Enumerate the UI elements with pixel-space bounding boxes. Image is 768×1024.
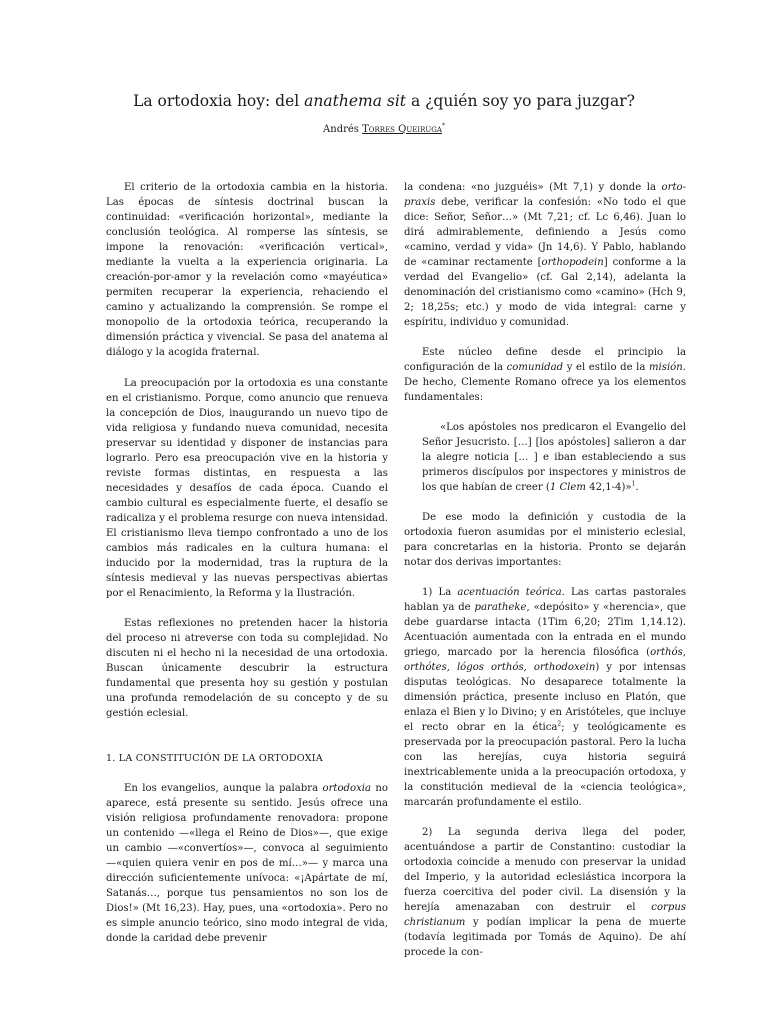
text: «Los apóstoles nos predicaron el Evangelio del Señor Jesucristo. […] [los apóstoles] salieron a dar la alegre noticia [… ] e iban estableciendo a sus primeros discípulos por inspectores y ministros de los que habían de creer ( bbox=[422, 422, 686, 493]
text: En los evangelios, aunque la palabra bbox=[124, 783, 323, 794]
abstract bbox=[106, 180, 388, 360]
text: y podían implicar la pena de muerte (todavía legitimada por Tomás de Aquino). De ahí procede la con- bbox=[404, 917, 686, 958]
text: . bbox=[635, 482, 639, 493]
italic-text: corpus christianum bbox=[404, 902, 686, 928]
text: . De hecho, Clemente Romano ofrece ya los elementos fundamentales: bbox=[404, 362, 686, 403]
italic-text: comunidad bbox=[506, 362, 564, 373]
italic-text: paratheke bbox=[474, 602, 527, 613]
footnote-mark: 2 bbox=[557, 720, 562, 728]
right-column bbox=[404, 180, 686, 960]
title-emphasis: anathema sit bbox=[304, 92, 407, 110]
text: debe, verificar la confesión: «No todo el que dice: Señor, Señor…» (Mt 7,21; cf. Lc 6,46). Juan lo dirá admirablemente, definiendo a Jesús como «camino, verdad y vida» (Jn 14,6). Y Pablo, hablando de «caminar rectamente [ bbox=[404, 197, 686, 268]
abstract-text: El criterio de la ortodoxia cambia en la historia. Las épocas de síntesis doctrinal buscan la continuidad: «verificación horizontal», mediante la conclusión teológica. Al romperse las síntesis, se impone la renovación: «verificación vertical», mediante la vuelta a la experiencia originaria. La creación-por-amor y la revelación como «mayéutica» permiten recuperar la experiencia, rehaciendo el camino y actualizando la comprensión. Se rompe el monopolio de la ortodoxia teórica, recuperando la dimensión práctica y vivencial. Se pasa del anatema al diálogo y la acogida fraternal. bbox=[106, 182, 388, 358]
paragraph: Estas reflexiones no pretenden hacer la historia del proceso ni atreverse con toda su complejidad. No discuten ni el hecho ni la necesidad de una ortodoxia. Buscan únicamente descubrir la estructura fundamental que presenta hoy su gestión y postulan una profunda remodelación de su concepto y de su gestión eclesial. bbox=[106, 618, 388, 719]
paragraph bbox=[404, 345, 686, 405]
author-first-name: Andrés bbox=[323, 124, 363, 135]
italic-text: acentuación teórica bbox=[457, 587, 562, 598]
paragraph: La preocupación por la ortodoxia es una constante en el cristianismo. Porque, como anuncio que renueva la concepción de Dios, inaugurando un nuevo tipo de vida religiosa y fundando nueva comunidad, necesita preservar su identidad y disponer de instancias para lograrlo. Pero esa preocupación vive en la historia y reviste formas distintas, en respuesta a las necesidades y desafíos de cada época. Cuando el cambio cultural es especialmente fuerte, el desafío se radicaliza y el problema resurge con nueva intensidad. El cristianismo lleva tiempo confrontado a uno de los cambios más radicales en la cultura humana: el inducido por la modernidad, tras la ruptura de la síntesis medieval y las nuevas perspectivas abiertas por el Renacimiento, la Reforma y la Ilustración. bbox=[106, 378, 388, 599]
text: ] conforme a la verdad del Evangelio» (cf. Gal 2,14), adelanta la denominación del cristianismo como «camino» (Hch 9, 2; 18,25s; etc.) y modo de vida integral: carne y espíritu, individuo y comunidad. bbox=[404, 257, 686, 328]
text: 2) La segunda deriva llega del poder, acentuándose a partir de Constantino: custodiar la ortodoxia coincide a menudo con preservar la unidad del Imperio, y la autoridad eclesiástica incorpora la fuerza coercitiva del poder civil. La disensión y la herejía amenazaban con destruir el bbox=[404, 827, 686, 913]
paragraph bbox=[404, 825, 686, 960]
paragraph bbox=[404, 585, 686, 810]
author-line bbox=[0, 124, 768, 136]
text: no aparece, está presente su sentido. Jesús ofrece una visión religiosa profundamente renovadora: propone un contenido —«llega el Reino de Dios»—, que exige un cambio —«convertíos»—, convoca al seguimiento —«quien quiera venir en pos de mí…»— y marca una dirección suficientemente unívoca: «¡Apártate de mí, Satanás…, porque tus pensamientos no son los de Dios!» (Mt 16,23). Hay, pues, una «ortodoxia». Pero no es simple anuncio teórico, sino modo integral de vida, donde la caridad debe prevenir bbox=[106, 783, 388, 944]
author-last-name: Torres Queiruga bbox=[362, 124, 442, 135]
text: 42,1-4)» bbox=[585, 482, 632, 493]
author-footnote-mark: * bbox=[441, 122, 445, 130]
article-title bbox=[0, 92, 768, 110]
text: la condena: «no juzguéis» (Mt 7,1) y donde la bbox=[404, 182, 662, 193]
text: ; y teológicamente es preservada por la preocupación pastoral. Pero la lucha con las herejías, cuya historia seguirá inextricablemente unida a la preocupación ortodoxa, y la constitución medieval de la «ciencia teológica», marcarán profundamente el estilo. bbox=[404, 722, 686, 808]
text: Este núcleo define desde el principio la configuración de la bbox=[404, 347, 686, 373]
italic-text: misión bbox=[648, 362, 683, 373]
text: ) y por intensas disputas teológicas. No desaparece totalmente la dimensión práctica, presente incluso en Platón, que enlaza el Bien y lo Divino; y en Aristóteles, que incluye el recto obrar en la ética bbox=[404, 662, 686, 733]
text: 1) La bbox=[422, 587, 458, 598]
italic-text: 1 Clem bbox=[549, 482, 586, 493]
title-text-end: a ¿quién soy yo para juzgar? bbox=[406, 92, 635, 110]
title-text: La ortodoxia hoy: del bbox=[133, 92, 305, 110]
text: . Las cartas pastorales hablan ya de bbox=[404, 587, 686, 613]
section-heading: 1. LA CONSTITUCIÓN DE LA ORTODOXIA bbox=[106, 753, 323, 764]
paragraph bbox=[404, 180, 686, 330]
paragraph bbox=[106, 781, 388, 946]
italic-text: orthopodein bbox=[541, 257, 604, 268]
italic-text: ortodoxia bbox=[322, 783, 372, 794]
italic-text: orthós, orthótes, lógos orthós, orthodoxein bbox=[404, 647, 686, 673]
text: y el estilo de la bbox=[563, 362, 649, 373]
left-column bbox=[106, 376, 388, 946]
italic-text: orto-praxis bbox=[404, 182, 686, 208]
block-quote bbox=[422, 420, 686, 495]
paragraph: De ese modo la definición y custodia de la ortodoxia fueron asumidas por el ministerio eclesial, para concretarlas en la historia. Pronto se dejarán notar dos derivas importantes: bbox=[404, 512, 686, 568]
text: , «depósito» y «herencia», que debe guardarse intacta (1Tim 6,20; 2Tim 1,14.12). Acentuación aumentada con la entrada en el mundo griego, marcado por la herencia filosófica ( bbox=[404, 602, 686, 658]
footnote-mark: 1 bbox=[631, 480, 636, 488]
